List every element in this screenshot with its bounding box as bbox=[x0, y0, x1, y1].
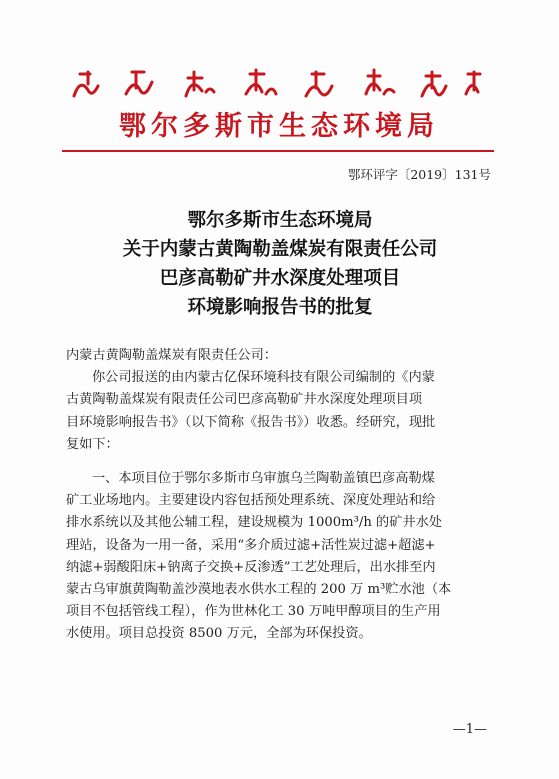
addressee: 内蒙古黄陶勒盖煤炭有限责任公司： bbox=[66, 348, 277, 363]
body-line: 古黄陶勒盖煤炭有限责任公司巴彦高勒矿井水深度处理项目项 bbox=[66, 392, 423, 408]
document-body bbox=[66, 345, 494, 646]
title-line: 环境影响报告书的批复 bbox=[187, 297, 373, 318]
body-line: 理站，设备为一用一备，采用“多介质过滤+活性炭过滤+超滤+ bbox=[66, 537, 436, 553]
body-line: 排水系统以及其他公辅工程，建设规模为 1000m³/h 的矿井水处 bbox=[66, 515, 442, 531]
mongolian-script-emblem bbox=[66, 64, 492, 106]
red-divider-line bbox=[62, 150, 494, 152]
title-line: 鄂尔多斯市生态环境局 bbox=[187, 210, 373, 231]
body-line: 矿工业场地内。主要建设内容包括预处理系统、深度处理站和给 bbox=[66, 493, 436, 509]
body-line: 目环境影响报告书》（以下简称《报告书》）收悉。经研究，现批 bbox=[66, 414, 436, 430]
body-line: 一、本项目位于鄂尔多斯市乌审旗乌兰陶勒盖镇巴彦高勒煤 bbox=[92, 471, 435, 487]
body-line: 纳滤+弱酸阳床+钠离子交换+反渗透”工艺处理后，出水排至内 bbox=[66, 559, 436, 575]
body-line: 复如下： bbox=[66, 436, 119, 452]
body-line: 水使用。项目总投资 8500 万元，全部为环保投资。 bbox=[66, 626, 372, 642]
body-line: 你公司报送的由内蒙古亿保环境科技有限公司编制的《内蒙 bbox=[92, 370, 435, 386]
document-title bbox=[60, 206, 500, 322]
body-line: 蒙古乌审旗黄陶勒盖沙漠地表水供水工程的 200 万 m³贮水池（本 bbox=[66, 582, 452, 598]
page-number: —1— bbox=[452, 722, 487, 737]
issuing-agency-name: 鄂尔多斯市生态环境局 bbox=[119, 111, 439, 142]
document-number: 鄂环评字〔2019〕131号 bbox=[347, 167, 491, 182]
body-line: 项目不包括管线工程），作为世林化工 30 万吨甲醇项目的生产用 bbox=[66, 604, 441, 620]
title-line: 巴彦高勒矿井水深度处理项目 bbox=[159, 268, 401, 289]
title-line: 关于内蒙古黄陶勒盖煤炭有限责任公司 bbox=[122, 239, 438, 260]
